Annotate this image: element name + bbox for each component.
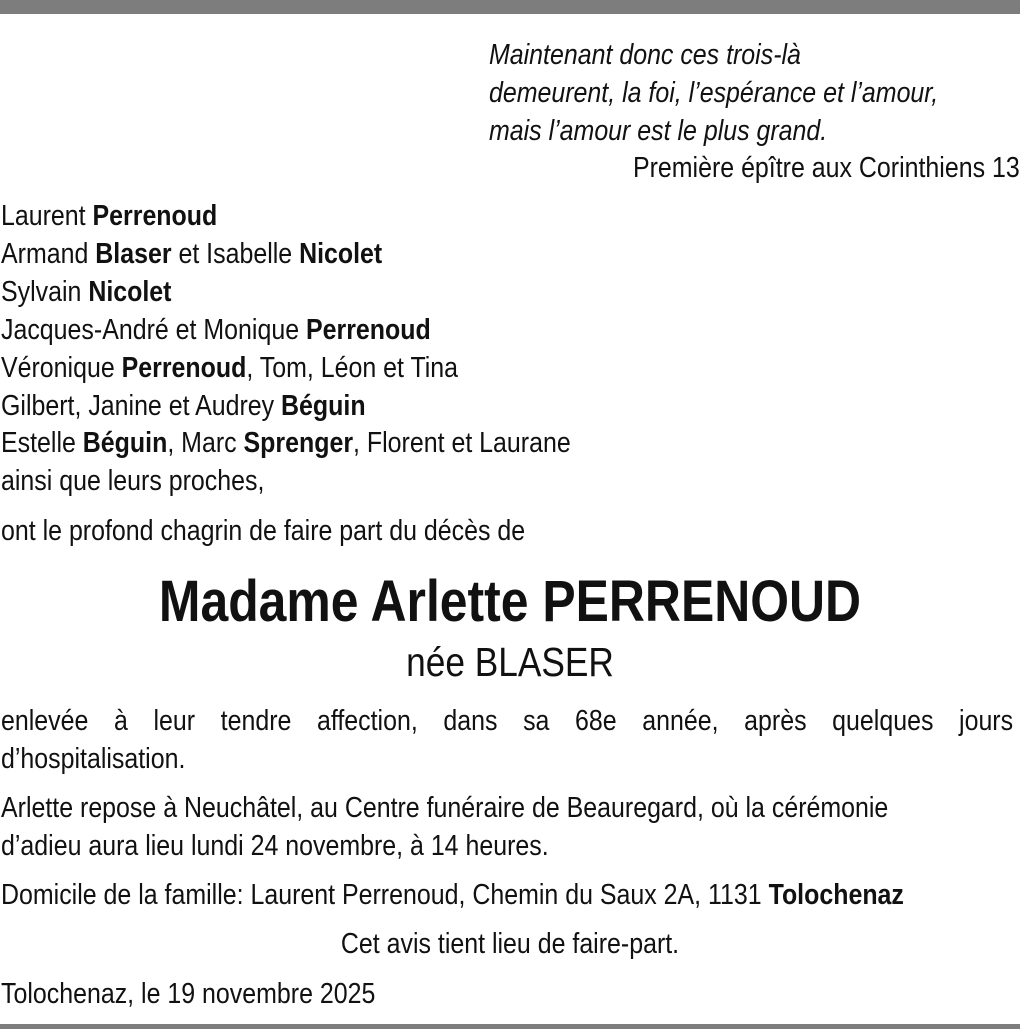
bible-quote (489, 36, 1011, 150)
mourner-text: et Isabelle (171, 237, 300, 270)
word: année, (642, 705, 719, 737)
paragraph-ceremony-line2: d’adieu aura lieu lundi 24 novembre, à 14 heures. (1, 830, 549, 862)
mourner-surname: Nicolet (88, 275, 172, 308)
word: leur (153, 705, 196, 737)
quote-line: mais l’amour est le plus grand. (489, 115, 828, 147)
quote-reference (570, 149, 1020, 187)
word: dans (443, 705, 498, 737)
top-rule (0, 0, 1020, 14)
announcement (1, 512, 610, 550)
mourner-line (1, 274, 571, 312)
word: enlevée (1, 705, 89, 737)
mourner-line (1, 312, 571, 350)
mourner-text: ainsi que leurs proches, (1, 465, 265, 498)
mourner-text: Laurent (1, 200, 93, 232)
mourner-line (1, 425, 571, 463)
deceased-name-text: Madame Arlette PERRENOUD (158, 569, 862, 634)
word: sa (523, 705, 550, 737)
mourner-line (1, 236, 571, 274)
quote-reference-text: Première épître aux Corinthiens 13 (633, 152, 1020, 184)
mourner-text: Gilbert, Janine et Audrey (1, 389, 282, 422)
mourner-surname: Béguin (281, 389, 366, 422)
word: tendre (220, 705, 292, 737)
quote-line: Maintenant donc ces trois-là (489, 39, 801, 71)
mourner-text: , Tom, Léon et Tina (246, 351, 459, 384)
deceased-name (0, 566, 1020, 638)
mourner-line (1, 350, 571, 388)
paragraph-taken-line2: d’hospitalisation. (1, 743, 186, 775)
mourner-text: Véronique (1, 351, 122, 384)
word: jours (959, 705, 1014, 737)
domicile-address: Domicile de la famille: Laurent Perrenoud, Chemin du Saux 2A, 1131 (1, 879, 769, 911)
mourner-surname: Béguin (82, 427, 168, 460)
mourner-surname: Nicolet (299, 237, 383, 270)
paragraph-ceremony-line1: Arlette repose à Neuchâtel, au Centre funéraire de Beauregard, où la cérémonie (1, 792, 889, 824)
notice-text: Cet avis tient lieu de faire-part. (340, 928, 680, 960)
mourner-text: Armand (1, 237, 96, 270)
notice-line (0, 925, 1020, 963)
mourner-surname: Perrenoud (92, 200, 218, 232)
domicile-town: Tolochenaz (768, 879, 904, 911)
word: quelques (832, 705, 934, 737)
mourner-text: Estelle (1, 427, 83, 460)
maiden-name (0, 639, 1020, 685)
word: affection, (317, 705, 418, 737)
quote-line: demeurent, la foi, l’espérance et l’amour, (489, 77, 939, 109)
place-date-text: Tolochenaz, le 19 novembre 2025 (1, 978, 376, 1010)
maiden-name-text: née BLASER (406, 639, 614, 685)
word: à (113, 705, 128, 737)
mourner-surname: Sprenger (243, 427, 354, 460)
mourner-text: Jacques-André et Monique (1, 313, 307, 346)
place-date (1, 975, 436, 1013)
paragraph-taken-line1 (1, 702, 1013, 740)
word: 68e (575, 705, 617, 737)
paragraph-domicile (1, 876, 1020, 914)
mourner-surname: Perrenoud (121, 351, 247, 384)
mourners-list (1, 198, 663, 501)
word: après (744, 705, 807, 737)
mourner-text: , Florent et Laurane (353, 427, 571, 460)
mourner-line (1, 388, 571, 426)
mourner-text: , Marc (167, 427, 244, 460)
mourner-line (1, 463, 571, 501)
mourner-text: Sylvain (1, 275, 89, 308)
paragraph-ceremony (1, 789, 1020, 865)
mourner-surname: Perrenoud (306, 313, 431, 346)
announcement-text: ont le profond chagrin de faire part du décès de (1, 515, 526, 547)
mourner-line (1, 198, 571, 236)
mourner-surname: Blaser (95, 237, 172, 270)
bottom-rule (0, 1024, 1020, 1029)
paragraph-taken (1, 702, 1020, 778)
